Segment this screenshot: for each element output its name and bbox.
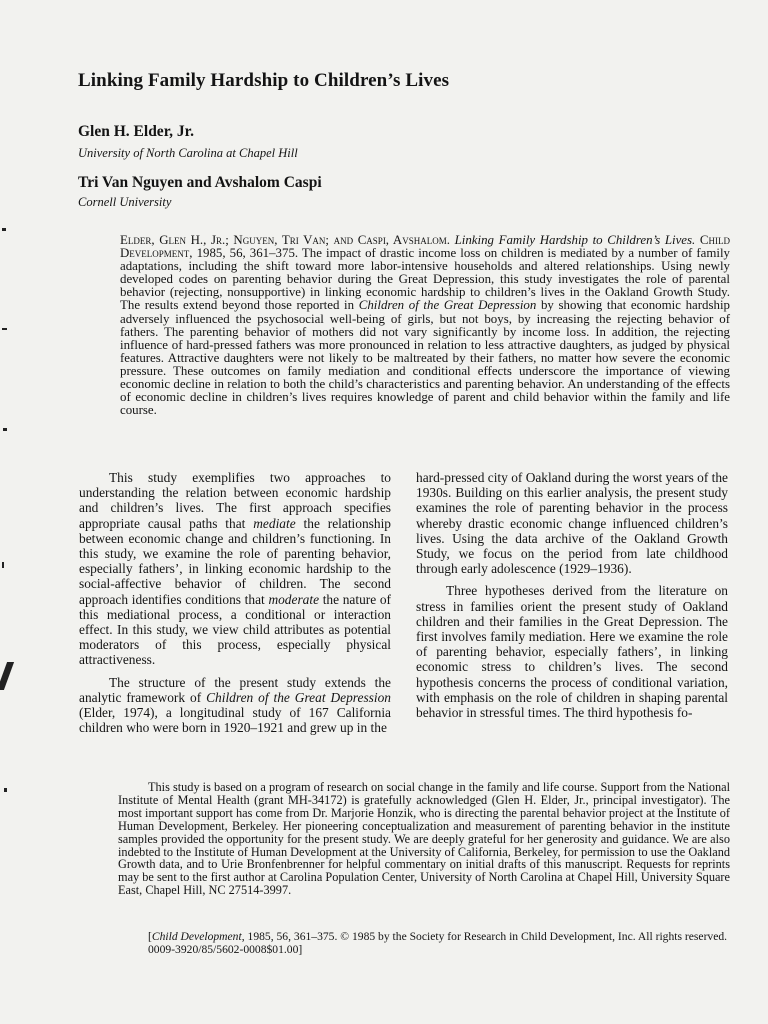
scan-mark [3,428,7,431]
author-affiliation: Cornell University [78,195,172,209]
scan-mark [2,328,7,330]
abstract-journal: Child Development, [120,233,730,261]
paragraph [79,675,391,736]
body-column-right [416,470,728,727]
paragraph: hard-pressed city of Oakland during the worst years of the 1930s. Building on this earlier analysis, the present study examines the role of parenting behavior in the process whereby drastic economic change influenced children’s lives. Using the data archive of the Oakland Growth Study, we focus on the period from late childhood through early adolescence (1929–1936). [416,470,728,577]
copyright-text: , 1985, 56, 361–375. © 1985 by the Society for Research in Child Development, Inc. All rights reserved. 0009-3920/85/5602-0008$01.00] [148,930,728,956]
body-column-left [79,470,391,742]
abstract-authors: Elder, Glen H., Jr.; Nguyen, Tri Van; and Caspi, Avshalom. [120,233,450,247]
emphasis-moderate: moderate [268,591,320,607]
abstract-book-title: Children of the Great Depression [358,298,537,313]
abstract-text: The impact of drastic income loss on children is mediated by a number of family adaptations, including the shift toward more labor-intensive households and altered relationships. Using newly developed codes on parenting behavior during the Great Depression, this study investigates the role of parental behavior (rejecting, nonsupportive) in linking economic hardship to children’s lives in the Oakland Growth Study. The results extend beyond those reported in [120,246,730,313]
paragraph [79,470,391,668]
scan-mark [4,788,7,792]
emphasis-mediate: mediate [253,515,296,531]
abstract [120,234,730,417]
paragraph: Three hypotheses derived from the literature on stress in families orient the present study of Oakland children and their families in the Great Depression. The first involves family mediation. Here we examine the role of parenting behavior, especially fathers’, in linking economic stress to children’s lives. The second hypothesis concerns the process of conditional variation, with emphasis on the role of children in shaping parental behavior in stressful times. The third hypothesis fo- [416,583,728,721]
scan-mark [0,662,14,690]
author-affiliation: University of North Carolina at Chapel Hill [78,146,298,160]
paragraph-text: This study exemplifies two approaches to understanding the relation between economic hardship and children’s lives. The first approach specifies appropriate causal paths that [79,470,391,531]
abstract-citation: 1985, 56, 361–375. [196,246,299,261]
abstract-article-title: Linking Family Hardship to Children’s Lives. [454,233,696,247]
abstract-text: by showing that economic hardship adversely influenced the psychosocial well-being of girls, but not boys, by increasing the rejecting behavior of fathers. The parenting behavior of mothers did not vary significantly by income loss. In addition, the rejecting influence of hard-pressed fathers was more pronounced in relation to less attractive daughters, as judged by physical features. Attractive daughters were not likely to be maltreated by their fathers, no matter how severe the economic pressure. These outcomes on family mediation and conditional effects underscore the importance of viewing economic decline in relation to both the child’s characteristics and parenting behavior. An understanding of the effects of economic decline in children’s lives requires knowledge of parent and child behavior within the family and life course. [120,298,730,418]
author-name: Tri Van Nguyen and Avshalom Caspi [78,174,322,191]
paragraph-text: the relationship between economic change and children’s functioning. In this study, we examine the role of parenting behavior, especially fathers’, in linking economic hardship to the social-affective behavior of children. The second approach identifies conditions that [79,515,391,607]
paragraph-text: (Elder, 1974), a longitudinal study of 167 California children who were born in 1920–1921 and grew up in the [79,705,391,736]
scan-mark [2,228,6,231]
paragraph-text: The structure of the present study extends the analytic framework of [79,674,391,705]
bracket: [ [148,930,152,943]
footnote: This study is based on a program of research on social change in the family and life course. Support from the National Institute of Mental Health (grant MH-34172) is gratefully acknowledged (Glen H. Elder, Jr., principal investigator). The most important support has come from Dr. Marjorie Honzik, who is directing the parental behavior project at the Institute of Human Development, Berkeley. Her pioneering conceptualization and measurement of parenting behavior in the institute samples provided the opportunity for the present study. We are deeply grateful for her generosity and guidance. We are also indebted to the Institute of Human Development at the University of California, Berkeley, for permission to use the Oakland Growth data, and to Urie Bronfenbrenner for helpful commentary on initial drafts of this manuscript. Requests for reprints may be sent to the first author at Carolina Population Center, University of North Carolina at Chapel Hill, University Square East, Chapel Hill, NC 27514-3997. [118,780,730,898]
scan-mark [2,562,4,568]
article-title: Linking Family Hardship to Children’s Lives [78,70,450,91]
book-title: Children of the Great Depression [206,689,391,705]
author-name: Glen H. Elder, Jr. [78,123,194,140]
paragraph-text: the nature of this mediational process, a conditional or interaction effect. In this study, we view child attributes as potential moderators of this process, especially physical attractiveness. [79,591,391,668]
journal-name: Child Development [151,930,242,943]
copyright-notice [148,931,728,956]
